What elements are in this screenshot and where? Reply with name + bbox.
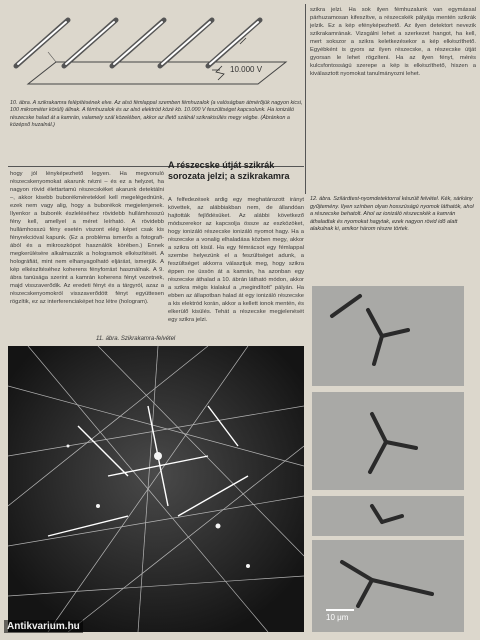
divider [305, 4, 306, 194]
micrograph-1 [312, 286, 464, 386]
scale-label: 10 μm [326, 613, 349, 622]
spark-chamber-diagram [8, 4, 300, 100]
voltage-label: 10.000 V [230, 65, 263, 74]
spark-chamber-photo [8, 346, 304, 632]
section-headline: A részecske útját szikrák sorozata jelzi; a szikrakamra [168, 160, 290, 181]
micrograph-2 [312, 392, 464, 490]
micrograph-3 [312, 496, 464, 536]
micrograph-4 [312, 540, 464, 632]
right-column-text: szikra jelzi. Ha sok ilyen fémhuzalunk van egymással párhuzamosan kifeszítve, a részecskék pályája mentén szikrák jelzik. Ez a kép efényképezhető. Az ilyen detektort nevezik szikrakamrának. Vizsgálni lehet a szerkezet hangot, ha kell, mert sokszor a szikra keletkezésekor a kép elkészíthető. Egyébként is gyors az ilyen részecske, a részecske útját gyorsan le lehet rögzíteni. Ha az ilyen fényt, mérés kulcsfontosságú szerepe a kép is elkészíthető, hiszen a kiválasztott nyomokat tanulmányozni lehet. [310, 7, 476, 77]
figure-11-caption: 11. ábra. Szikrakamra-felvétel [96, 336, 176, 342]
figure-12-caption: 12. ábra. Szilárdtest-nyomdetektorral készült felvétel. Kék, sárkány gyűjtemény. Ilyen színben olyan hosszúságú nyomok láthatók, ahol a részecske behatolt. Ahol az ionizáló részecskék a kamrán áthaladtak és nyomokat hagytak, ezek nagyon rövid idő alatt alakulnak ki, amikor három részre törtek. [310, 196, 474, 233]
middle-column-text: A felfedezések ardig egy meghatározott irányt követtek, az alábbiakban nem, de állandóan hajtották fejlődésüket. Az alábbi következő módszerekor az kapcsolja össze az eszközöket, hogy ionizáló részecske ionizáló nyomot hagy. Ha a részecske a vonalig elhaladása közben megy, akkor a szikra ott kisül. Ha egy fémrácsot egy fémlappal szembe helyezünk el a feszültséget adunk, a feszültséget akkorra választjuk meg, hogy szikra éppen ne üssön át a kamrán, ha azonban egy részecske áthalad a 10. ábrán látható módon, akkor a szikra mégis kialakul a „megindított” pályán. Ha ebben az állapotban halad át egy ionizáló részecske a kis elektród korán, akkor a kellett ionok mentén, és elkerülő kisülés. Tehát a részecske megjelenését egy szikra jelzi. [168, 197, 304, 323]
figure-10-caption: 10. ábra. A szikrakamra felépítésének elve. Az alsó fémlappal szemben fémhuzalok (a valóságban átmérőjük nagyon kicsi, 100 mikrométer körüli) állnak. A fémhuzalok és az alsó elektród közé kb. 10.000 V feszültséget kapcsolunk. Ha ionizáló részecske halad át a kamrán, valamely szál közelében, akkor az illető szálnál szikrakisülés megy végbe. (Ábránkon a középső huzalnál.) [10, 100, 303, 129]
watermark: Antikvarium.hu [4, 620, 83, 633]
left-column-text: hogy jól lényképezhető legyen. Ha megvonuló részecskenyomokat akarunk nézni – és ez a helyzet, ha nagyon rövid élettartamú részecskéket akarunk detektálni –, akkor kisebb buborékméretekkel kell megelégednünk, ezek nem vagy alig, hogy a buborékok megjelenjenek. Ilyenkor a buborék észleléséhez rövidebb hullámhosszú fény kell, amellyel a méret leírható. A rövidebb hullámhosszú fény esetén viszont elég képet csak kis fényrekcióval kapunk. (Ez a probléma ismerős a fotografiából és a mikroszkópot használók körében.) Ennek megkerülésére alkalmazzák a hologramok elkészítését. A holográfiát, mint nem elhanyagolható eljárást, ismerjük. A kép elkészítéséhez koherens fényforrást használnak. A 9. ábra tanúsága szerint a kamrán koherens fényt vezetnek, majd visszaverődik. Az eredeti fényt és a tárgyról, azaz a részecskenyomokról visszaverődött fényt együttesen rögzítik, ez az interferenciaképet hoz létre (hologram). [10, 171, 164, 305]
scale-bar [326, 613, 348, 622]
